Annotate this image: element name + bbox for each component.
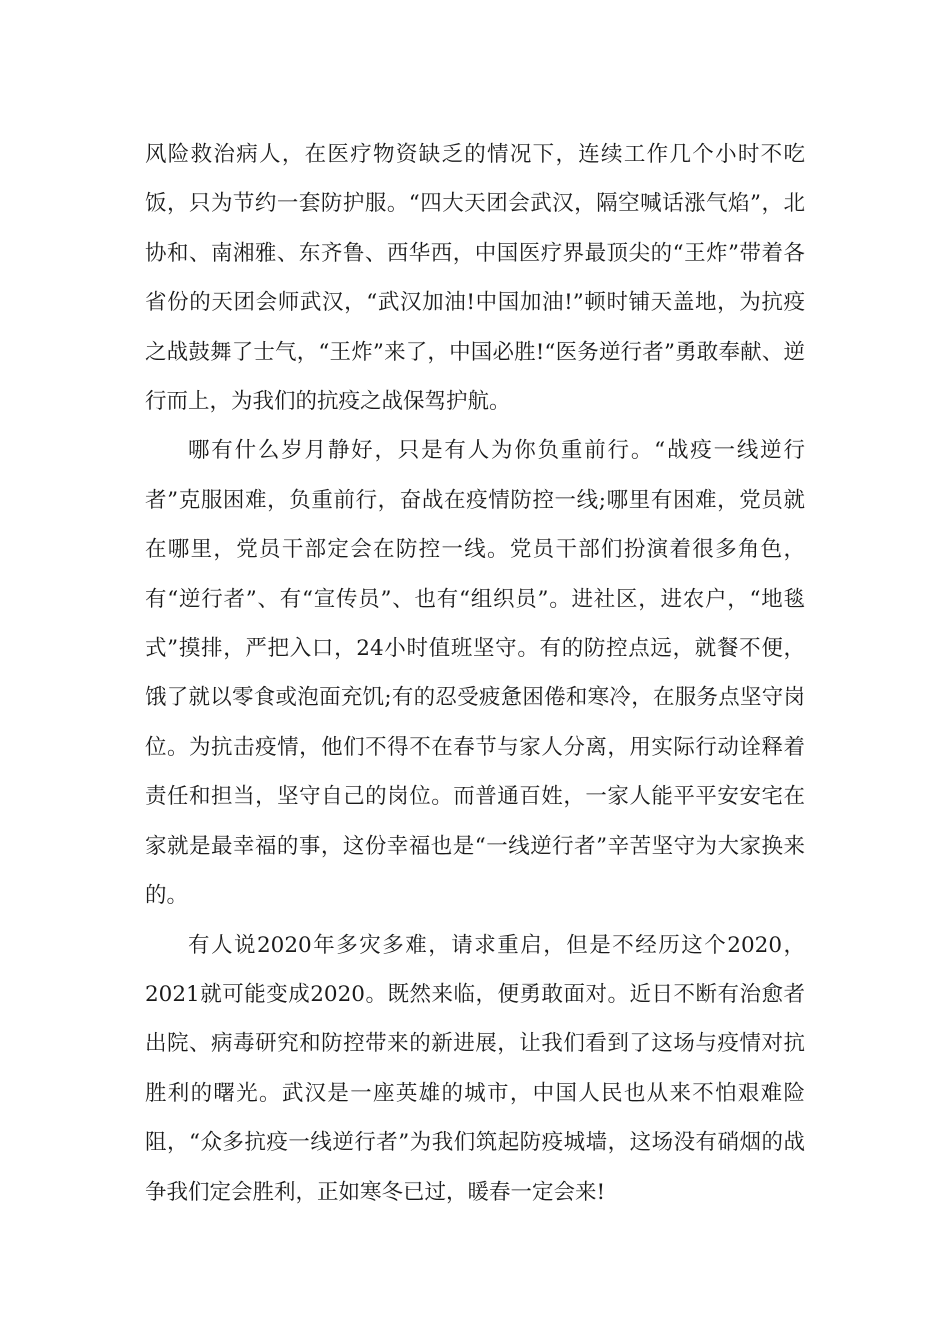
body-text (145, 130, 805, 1217)
paragraph-2: 哪有什么岁月静好，只是有人为你负重前行。“战疫一线逆行者”克服困难，负重前行，奋战在疫情防控一线;哪里有困难，党员就在哪里，党员干部定会在防控一线。党员干部们扮演着很多角色，有“逆行者”、有“宣传员”、也有“组织员”。进社区，进农户，“地毯式”摸排，严把入口，24小时值班坚守。有的防控点远，就餐不便，饿了就以零食或泡面充饥;有的忍受疲惫困倦和寒冷，在服务点坚守岗位。为抗击疫情，他们不得不在春节与家人分离，用实际行动诠释着责任和担当，坚守自己的岗位。而普通百姓，一家人能平平安安宅在家就是最幸福的事，这份幸福也是“一线逆行者”辛苦坚守为大家换来的。 (145, 438, 805, 909)
paragraph-3: 有人说2020年多灾多难，请求重启，但是不经历这个2020，2021就可能变成2020。既然来临，便勇敢面对。近日不断有治愈者出院、病毒研究和防控带来的新进展，让我们看到了这场与疫情对抗胜利的曙光。武汉是一座英雄的城市，中国人民也从来不怕艰难险阻，“众多抗疫一线逆行者”为我们筑起防疫城墙，这场没有硝烟的战争我们定会胜利，正如寒冬已过，暖春一定会来! (145, 932, 805, 1205)
paragraph-1: 风险救治病人，在医疗物资缺乏的情况下，连续工作几个小时不吃饭，只为节约一套防护服。“四大天团会武汉，隔空喊话涨气焰”，北协和、南湘雅、东齐鲁、西华西，中国医疗界最顶尖的“王炸”带着各省份的天团会师武汉，“武汉加油!中国加油!”顿时铺天盖地，为抗疫之战鼓舞了士气，“王炸”来了，中国必胜!“医务逆行者”勇敢奉献、逆行而上，为我们的抗疫之战保驾护航。 (145, 142, 805, 415)
